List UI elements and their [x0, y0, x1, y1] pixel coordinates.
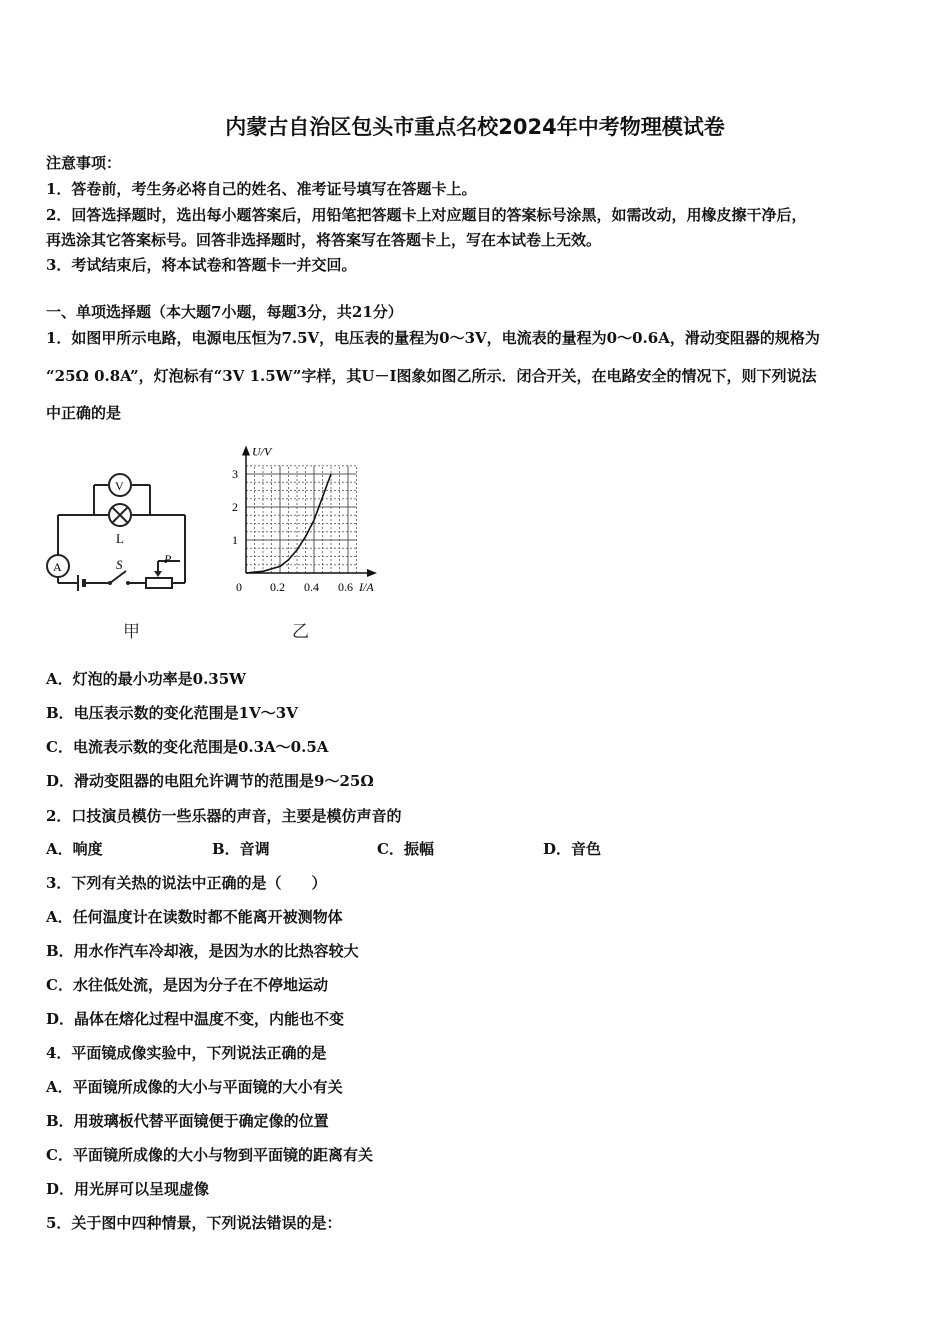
voltmeter-label: V — [115, 479, 124, 493]
q1-option-d: D．滑动变阻器的电阻允许调节的范围是9～25Ω — [46, 772, 374, 790]
figure-jia-label: 甲 — [123, 622, 140, 642]
slider-label: P — [164, 552, 172, 566]
q1-text-line-1: 1．如图甲所示电路，电源电压恒为7.5V，电压表的量程为0～3V，电流表的量程为0～0.6A，滑动变阻器的规格为 — [46, 329, 820, 347]
section-heading: 一、单项选择题（本大题7小题，每题3分，共21分） — [46, 303, 403, 321]
lamp-label: L — [116, 531, 124, 546]
notice-item-3: 3．考试结束后，将本试卷和答题卡一并交回。 — [46, 256, 357, 274]
circuit-diagram — [40, 445, 210, 625]
figure-yi-label: 乙 — [292, 622, 309, 642]
page-title: 内蒙古自治区包头市重点名校2024年中考物理模试卷 — [225, 115, 725, 139]
x-tick-label: 0.4 — [304, 580, 319, 594]
x-tick-label: 0.2 — [270, 580, 285, 594]
x-tick-label: 0.6 — [338, 580, 353, 594]
q3-text: 3．下列有关热的说法中正确的是（ ） — [46, 874, 327, 892]
q2-option-a: A．响度 — [46, 840, 103, 858]
x-axis-label: I/A — [359, 580, 374, 594]
q1-text-line-3: 中正确的是 — [46, 404, 122, 422]
q2-option-c: C．振幅 — [377, 840, 434, 858]
y-tick-label: 1 — [232, 533, 238, 547]
y-tick-label: 3 — [232, 467, 238, 481]
y-axis-arrow — [242, 446, 250, 456]
q4-option-b: B．用玻璃板代替平面镜便于确定像的位置 — [46, 1112, 329, 1130]
switch-label: S — [116, 557, 123, 572]
q2-option-d: D．音色 — [543, 840, 602, 858]
q3-option-d: D．晶体在熔化过程中温度不变，内能也不变 — [46, 1010, 345, 1028]
q4-text: 4．平面镜成像实验中，下列说法正确的是 — [46, 1044, 327, 1062]
q1-option-b: B．电压表示数的变化范围是1V～3V — [46, 704, 298, 722]
origin-label: 0 — [236, 580, 242, 594]
q3-option-b: B．用水作汽车冷却液，是因为水的比热容较大 — [46, 942, 359, 960]
q3-option-a: A．任何温度计在读数时都不能离开被测物体 — [46, 908, 343, 926]
notice-item-2-cont: 再选涂其它答案标号。回答非选择题时，将答案写在答题卡上，写在本试卷上无效。 — [46, 231, 602, 249]
q2-option-b: B．音调 — [212, 840, 270, 858]
ammeter-label: A — [53, 560, 62, 574]
q1-option-a: A．灯泡的最小功率是0.35W — [46, 670, 247, 688]
q4-option-d: D．用光屏可以呈现虚像 — [46, 1180, 210, 1198]
q1-option-c: C．电流表示数的变化范围是0.3A～0.5A — [46, 738, 329, 756]
notice-item-2: 2．回答选择题时，选出每小题答案后，用铅笔把答题卡上对应题目的答案标号涂黑，如需改动，用橡皮擦干净后， — [46, 206, 807, 224]
y-tick-label: 2 — [232, 500, 238, 514]
q4-option-a: A．平面镜所成像的大小与平面镜的大小有关 — [46, 1078, 343, 1096]
notice-item-1: 1．答卷前，考生务必将自己的姓名、准考证号填写在答题卡上。 — [46, 180, 477, 198]
y-axis-label: U/V — [252, 444, 272, 459]
notice-heading: 注意事项： — [46, 154, 122, 172]
q2-text: 2．口技演员模仿一些乐器的声音，主要是模仿声音的 — [46, 807, 402, 825]
q1-text-line-2: “25Ω 0.8A”，灯泡标有“3V 1.5W”字样，其U－I图象如图乙所示．闭合开关，在电路安全的情况下，则下列说法 — [46, 367, 817, 385]
q5-text: 5．关于图中四种情景，下列说法错误的是： — [46, 1214, 342, 1232]
ui-chart — [220, 425, 410, 605]
x-axis-arrow — [367, 569, 377, 577]
q4-option-c: C．平面镜所成像的大小与物到平面镜的距离有关 — [46, 1146, 373, 1164]
q3-option-c: C．水往低处流，是因为分子在不停地运动 — [46, 976, 328, 994]
